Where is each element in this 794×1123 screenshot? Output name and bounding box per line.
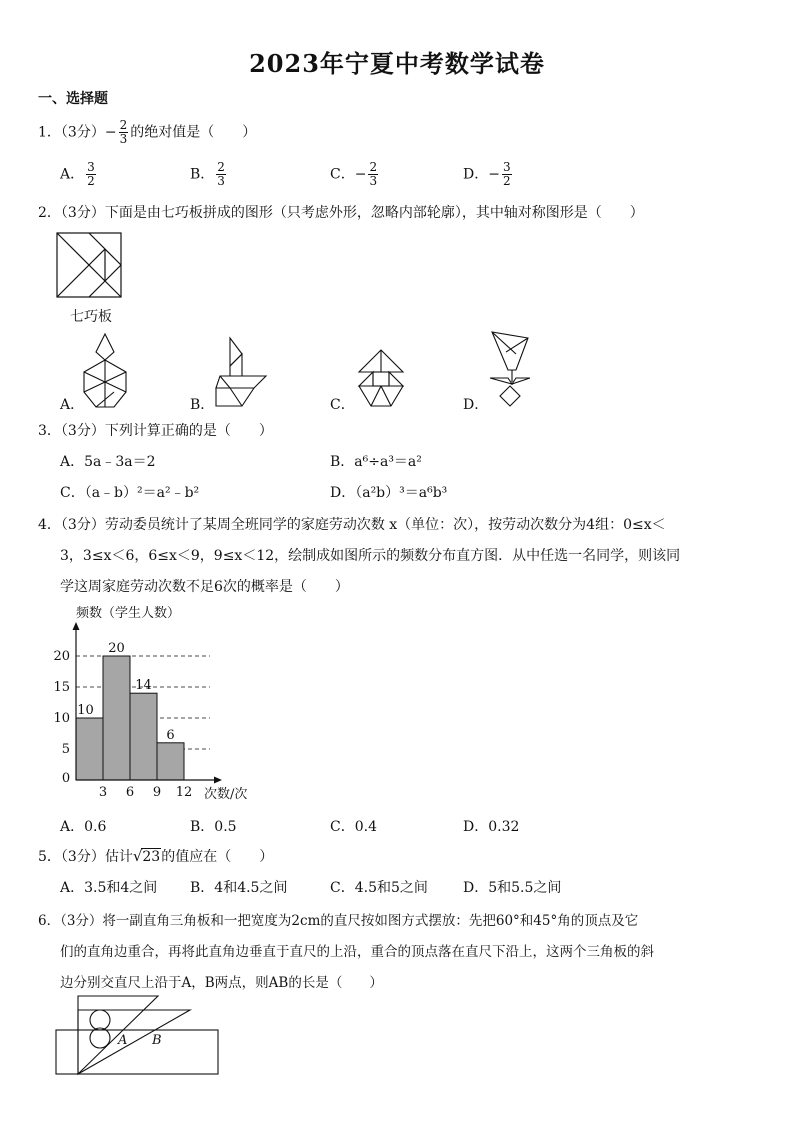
y-tick-label-10: 10: [53, 711, 70, 726]
x-tick-label-9: 9: [152, 785, 162, 800]
angle-mark-lower: [90, 1028, 110, 1048]
q4-option-c[interactable]: C．0.4: [330, 819, 377, 835]
point-b-label: B: [152, 1033, 162, 1048]
page-title: 2023年宁夏中考数学试卷: [249, 49, 545, 78]
bar-2: [130, 693, 157, 780]
angle-mark-upper: [90, 1010, 110, 1030]
q5-option-c[interactable]: C．4.5和5之间: [330, 880, 428, 896]
question-6-line-3: 边分别交直尺上沿于A，B两点，则AB的长是（ ）: [60, 975, 383, 991]
x-tick-label-12: 12: [175, 785, 193, 800]
q3-option-b[interactable]: B．a⁶÷a³＝a²: [330, 454, 422, 470]
bar-3: [157, 743, 184, 780]
q2-option-b[interactable]: B．: [190, 397, 215, 413]
q1-stem: 的绝对值是（ ）: [130, 124, 257, 141]
q4-option-b[interactable]: B．0.5: [190, 819, 237, 835]
q5-option-d[interactable]: D．5和5.5之间: [463, 880, 562, 896]
x-tick-label-0: 0: [61, 771, 71, 786]
bar-0: [76, 718, 103, 780]
q2-option-d[interactable]: D．: [463, 397, 489, 413]
bar-1: [103, 656, 130, 780]
q3-option-d[interactable]: D．（a²b）³＝a⁶b³: [330, 485, 448, 501]
question-5: 5．（3分）估计√23的值应在（ ）: [38, 847, 274, 865]
question-6-line-1: 6．（3分）将一副直角三角板和一把宽度为2cm的直尺按如图方式摆放：先把60°和45°角的顶点及它: [38, 913, 639, 929]
ruler: [56, 1030, 218, 1074]
q1-option-c[interactable]: C．− $\frac{2}{3}$: [330, 160, 378, 188]
q2-figure-d: [486, 330, 534, 410]
section-heading: 一、选择题: [38, 91, 108, 107]
question-3: 3．（3分）下列计算正确的是（ ）: [38, 423, 273, 439]
bar-label-2: 14: [135, 678, 152, 694]
question-4-line-2: 3，3≤x＜6，6≤x＜9，9≤x＜12，绘制成如图所示的频数分布直方图．从中任选一名同学，则该同: [60, 548, 681, 564]
bar-label-3: 6: [166, 727, 175, 743]
question-2: 2．（3分）下面是由七巧板拼成的图形（只考虑外形，忽略内部轮廓），其中轴对称图形是（ ）: [38, 205, 644, 221]
point-a-label: A: [118, 1033, 128, 1048]
x-tick-label-3: 3: [98, 785, 108, 800]
chart-xlabel: 次数/次: [204, 787, 248, 802]
histogram-chart: [40, 600, 280, 806]
q5-radicand: 23: [142, 849, 161, 865]
q1-sign: −: [104, 124, 117, 141]
x-tick-label-6: 6: [125, 785, 135, 800]
q1-option-b[interactable]: B． $\frac{2}{3}$: [190, 160, 225, 188]
question-4-line-1: 4．（3分）劳动委员统计了某周全班同学的家庭劳动次数 x（单位：次），按劳动次数分为4组：0≤x＜: [38, 517, 666, 533]
q1-option-a[interactable]: A． $\frac{3}{2}$: [60, 160, 95, 188]
question-4-line-3: 学这周家庭劳动次数不足6次的概率是（ ）: [60, 579, 349, 595]
q6-ruler-triangles-figure: [54, 994, 224, 1078]
q2-figure-b: [212, 336, 268, 408]
tangram-square-figure: [56, 232, 122, 298]
tangram-caption: 七巧板: [70, 309, 112, 325]
q1-number: 1．（3分）: [38, 124, 105, 141]
q5-option-b[interactable]: B．4和4.5之间: [190, 880, 288, 896]
y-axis-arrow: [73, 622, 80, 630]
bar-label-0: 10: [77, 703, 94, 718]
q2-option-c[interactable]: C．: [330, 397, 355, 413]
q2-figure-a: [80, 332, 130, 410]
q2-option-a[interactable]: A．: [60, 397, 85, 413]
q3-option-a[interactable]: A．5a﹣3a＝2: [60, 454, 156, 470]
y-tick-label-15: 15: [53, 680, 70, 695]
y-tick-label-5: 5: [61, 742, 70, 757]
chart-ylabel: 频数（学生人数）: [76, 606, 181, 621]
q3-option-c[interactable]: C．（a﹣b）²＝a²﹣b²: [60, 485, 200, 501]
q1-fraction: $\frac{2}{3}$: [119, 118, 128, 146]
bar-label-1: 20: [108, 641, 125, 656]
y-tick-label-20: 20: [53, 649, 70, 664]
x-axis-arrow: [214, 777, 222, 784]
question-1: [38, 119, 256, 146]
q2-figure-c: [355, 348, 407, 410]
q1-option-d[interactable]: D．− $\frac{3}{2}$: [463, 160, 511, 188]
q4-option-a[interactable]: A．0.6: [60, 819, 107, 835]
q5-option-a[interactable]: A．3.5和4之间: [60, 880, 158, 896]
q4-option-d[interactable]: D．0.32: [463, 819, 520, 835]
question-6-line-2: 们的直角边重合，再将此直角边垂直于直尺的上沿，重合的顶点落在直尺下沿上，这两个三角板的斜: [60, 944, 654, 960]
